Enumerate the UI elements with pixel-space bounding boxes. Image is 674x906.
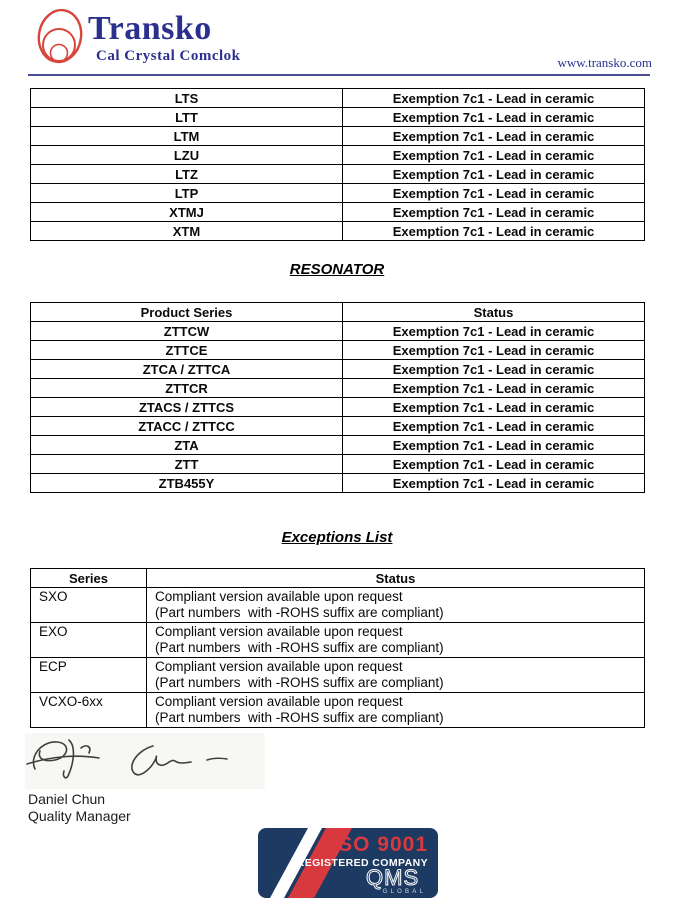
status-cell: Exemption 7c1 - Lead in ceramic (343, 455, 645, 474)
status-cell (147, 588, 645, 623)
series-cell: LTP (31, 184, 343, 203)
series-cell: LTT (31, 108, 343, 127)
series-cell: ZTTCW (31, 322, 343, 341)
column-header-series: Series (31, 569, 147, 588)
status-line-1: Compliant version available upon request (155, 659, 403, 674)
brand-name: Transko (88, 10, 212, 47)
status-cell: Exemption 7c1 - Lead in ceramic (343, 89, 645, 108)
table-row (31, 89, 645, 108)
series-cell: ZTT (31, 455, 343, 474)
table-row (31, 165, 645, 184)
exceptions-table (30, 568, 645, 728)
status-cell: Exemption 7c1 - Lead in ceramic (343, 127, 645, 146)
signature-image (25, 733, 265, 789)
table-row (31, 398, 645, 417)
table-row (31, 203, 645, 222)
status-cell (147, 693, 645, 728)
signer-title: Quality Manager (28, 808, 131, 824)
status-cell: Exemption 7c1 - Lead in ceramic (343, 341, 645, 360)
table-header-row (31, 303, 645, 322)
status-line-1: Compliant version available upon request (155, 589, 403, 604)
series-cell: LZU (31, 146, 343, 165)
handwritten-signature-icon (25, 733, 265, 789)
table-header-row (31, 569, 645, 588)
series-cell: LTS (31, 89, 343, 108)
series-cell: XTM (31, 222, 343, 241)
series-cell: ZTACC / ZTTCC (31, 417, 343, 436)
table-row (31, 322, 645, 341)
qms-logo-icon (364, 866, 430, 890)
resonator-table (30, 302, 645, 493)
table-row (31, 127, 645, 146)
status-line-2: (Part numbers with -ROHS suffix are compliant) (155, 675, 444, 690)
series-cell: ZTCA / ZTTCA (31, 360, 343, 379)
status-cell: Exemption 7c1 - Lead in ceramic (343, 417, 645, 436)
table-row (31, 222, 645, 241)
series-cell: LTM (31, 127, 343, 146)
status-cell: Exemption 7c1 - Lead in ceramic (343, 108, 645, 127)
status-line-1: Compliant version available upon request (155, 694, 403, 709)
status-cell: Exemption 7c1 - Lead in ceramic (343, 379, 645, 398)
status-line-2: (Part numbers with -ROHS suffix are compliant) (155, 640, 444, 655)
series-cell: ZTTCR (31, 379, 343, 398)
table-row (31, 436, 645, 455)
table-row (31, 379, 645, 398)
table-row (31, 693, 645, 728)
status-cell (147, 623, 645, 658)
status-line-2: (Part numbers with -ROHS suffix are compliant) (155, 605, 444, 620)
column-header-series: Product Series (31, 303, 343, 322)
status-cell: Exemption 7c1 - Lead in ceramic (343, 165, 645, 184)
table-row (31, 455, 645, 474)
status-line-1: Compliant version available upon request (155, 624, 403, 639)
status-cell: Exemption 7c1 - Lead in ceramic (343, 398, 645, 417)
website-link[interactable]: www.transko.com (557, 55, 652, 70)
status-cell: Exemption 7c1 - Lead in ceramic (343, 222, 645, 241)
table-row (31, 623, 645, 658)
series-cell: ZTA (31, 436, 343, 455)
table-row (31, 108, 645, 127)
series-cell: XTMJ (31, 203, 343, 222)
table-row (31, 588, 645, 623)
status-cell: Exemption 7c1 - Lead in ceramic (343, 184, 645, 203)
resonator-heading: RESONATOR (289, 261, 385, 278)
header-divider (28, 74, 650, 76)
status-cell: Exemption 7c1 - Lead in ceramic (343, 203, 645, 222)
transko-logo-icon (34, 8, 86, 70)
status-line-2: (Part numbers with -ROHS suffix are compliant) (155, 710, 444, 725)
series-cell: ZTB455Y (31, 474, 343, 493)
column-header-status: Status (147, 569, 645, 588)
qms-global-label: GLOBAL (382, 889, 426, 895)
status-cell: Exemption 7c1 - Lead in ceramic (343, 360, 645, 379)
exceptions-heading: Exceptions List (281, 529, 393, 546)
iso-subtitle: REGISTERED COMPANY (296, 857, 428, 869)
table-row (31, 417, 645, 436)
status-cell: Exemption 7c1 - Lead in ceramic (343, 146, 645, 165)
series-cell: LTZ (31, 165, 343, 184)
series-cell: VCXO-6xx (31, 693, 147, 728)
status-cell: Exemption 7c1 - Lead in ceramic (343, 322, 645, 341)
series-cell: SXO (31, 588, 147, 623)
signer-name: Daniel Chun (28, 791, 106, 807)
brand-tagline: Cal Crystal Comclok (96, 48, 241, 64)
table-row (31, 658, 645, 693)
series-cell: ZTACS / ZTTCS (31, 398, 343, 417)
table-row (31, 146, 645, 165)
crystal-series-table (30, 88, 645, 241)
table-row (31, 474, 645, 493)
table-row (31, 360, 645, 379)
iso-9001-badge (258, 828, 438, 898)
column-header-status: Status (343, 303, 645, 322)
iso-title: ISO 9001 (331, 833, 428, 856)
status-cell: Exemption 7c1 - Lead in ceramic (343, 474, 645, 493)
status-cell: Exemption 7c1 - Lead in ceramic (343, 436, 645, 455)
svg-text:QMS: QMS (366, 866, 420, 890)
series-cell: ECP (31, 658, 147, 693)
series-cell: EXO (31, 623, 147, 658)
status-cell (147, 658, 645, 693)
table-row (31, 184, 645, 203)
series-cell: ZTTCE (31, 341, 343, 360)
table-row (31, 341, 645, 360)
